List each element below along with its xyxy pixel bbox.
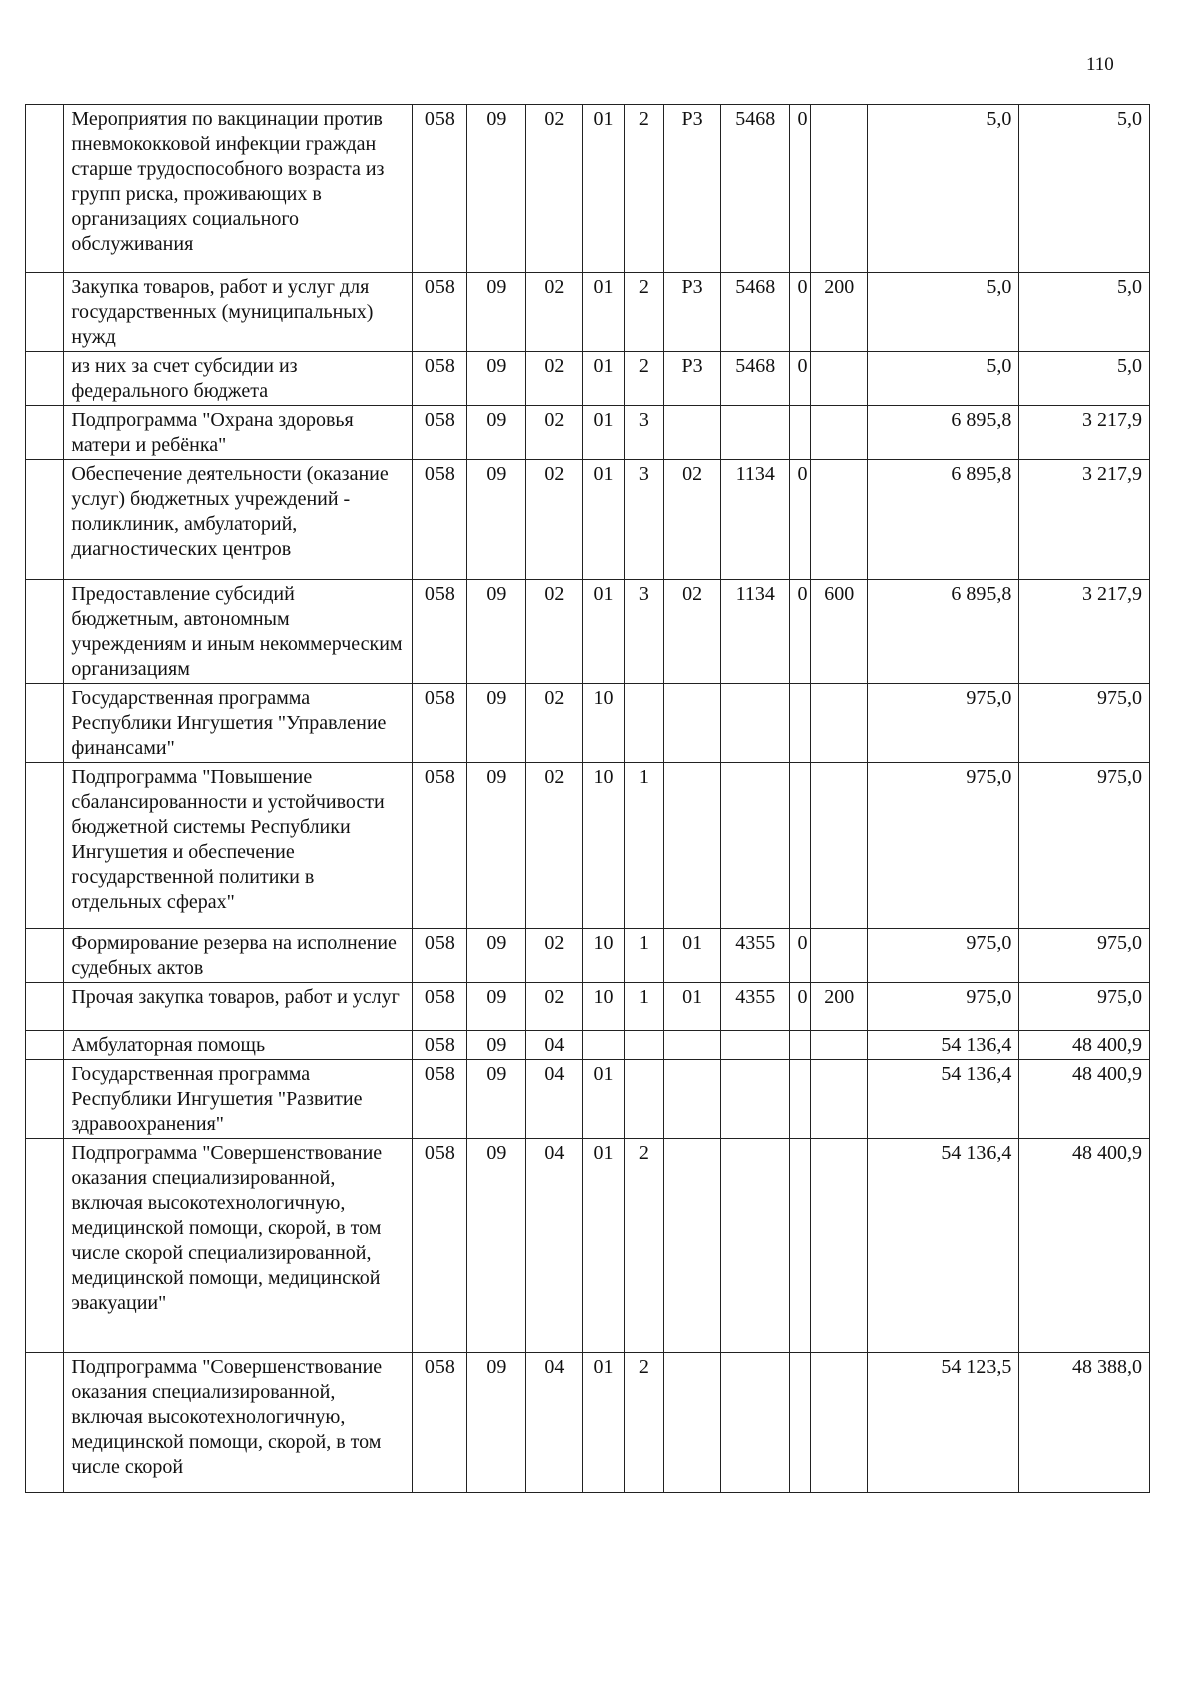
subsection-code: 02: [526, 352, 583, 406]
section-code: 09: [467, 580, 526, 684]
subprogram-code: 2: [624, 352, 663, 406]
subsection-code: 02: [526, 929, 583, 983]
table-row: [26, 273, 1150, 352]
row-number-cell: [26, 763, 64, 929]
direction-code: 1134: [721, 580, 790, 684]
program-code: 10: [583, 929, 624, 983]
expense-type-code: [811, 929, 868, 983]
section-code: 09: [467, 1139, 526, 1353]
row-number-cell: [26, 1060, 64, 1139]
program-code: 10: [583, 684, 624, 763]
amount-year-2: 975,0: [1019, 983, 1150, 1031]
subprogram-code: 2: [624, 1353, 663, 1493]
ved-code: 058: [413, 763, 467, 929]
amount-year-2: 3 217,9: [1019, 406, 1150, 460]
event-code: [664, 1139, 721, 1353]
row-name: Государственная программа Республики Ингушетия "Развитие здравоохранения": [64, 1060, 413, 1139]
direction-code: 5468: [721, 105, 790, 273]
amount-year-2: 975,0: [1019, 684, 1150, 763]
expense-type-code: [811, 684, 868, 763]
amount-year-2: 5,0: [1019, 352, 1150, 406]
subprogram-code: 3: [624, 460, 663, 580]
table-row: [26, 763, 1150, 929]
direction-code: [721, 763, 790, 929]
section-code: 09: [467, 684, 526, 763]
expense-type-code: [811, 1060, 868, 1139]
row-name: Подпрограмма "Повышение сбалансированности и устойчивости бюджетной системы Республики Ингушетия и обеспечение государственной политики в отдельных сферах": [64, 763, 413, 929]
amount-year-1: 975,0: [868, 763, 1019, 929]
direction-code: [721, 1060, 790, 1139]
program-code: 01: [583, 1060, 624, 1139]
amount-year-2: 3 217,9: [1019, 580, 1150, 684]
subprogram-code: 2: [624, 105, 663, 273]
program-code: 01: [583, 273, 624, 352]
subsection-code: 02: [526, 406, 583, 460]
subsection-code: 02: [526, 105, 583, 273]
amount-year-2: 5,0: [1019, 273, 1150, 352]
target-suffix-code: [790, 1353, 811, 1493]
amount-year-2: 48 400,9: [1019, 1031, 1150, 1060]
event-code: [664, 406, 721, 460]
program-code: 10: [583, 983, 624, 1031]
event-code: Р3: [664, 273, 721, 352]
program-code: 01: [583, 1139, 624, 1353]
row-number-cell: [26, 580, 64, 684]
amount-year-2: 975,0: [1019, 929, 1150, 983]
table-row: [26, 983, 1150, 1031]
expense-type-code: [811, 1139, 868, 1353]
direction-code: 4355: [721, 983, 790, 1031]
amount-year-1: 6 895,8: [868, 406, 1019, 460]
row-number-cell: [26, 273, 64, 352]
row-name: Подпрограмма "Совершенствование оказания специализированной, включая высокотехнологичную, медицинской помощи, скорой, в том числе скорой: [64, 1353, 413, 1493]
ved-code: 058: [413, 460, 467, 580]
amount-year-2: 3 217,9: [1019, 460, 1150, 580]
section-code: 09: [467, 983, 526, 1031]
target-suffix-code: [790, 684, 811, 763]
table-row: [26, 1139, 1150, 1353]
table-row: [26, 1353, 1150, 1493]
table-row: [26, 406, 1150, 460]
subsection-code: 04: [526, 1031, 583, 1060]
row-number-cell: [26, 684, 64, 763]
subprogram-code: 2: [624, 1139, 663, 1353]
ved-code: 058: [413, 1139, 467, 1353]
row-name: Государственная программа Республики Ингушетия "Управление финансами": [64, 684, 413, 763]
target-suffix-code: 0: [790, 580, 811, 684]
event-code: 01: [664, 929, 721, 983]
row-number-cell: [26, 929, 64, 983]
amount-year-1: 5,0: [868, 105, 1019, 273]
direction-code: [721, 1139, 790, 1353]
row-name: Подпрограмма "Охрана здоровья матери и ребёнка": [64, 406, 413, 460]
row-number-cell: [26, 352, 64, 406]
amount-year-2: 975,0: [1019, 763, 1150, 929]
target-suffix-code: 0: [790, 929, 811, 983]
section-code: 09: [467, 1031, 526, 1060]
event-code: [664, 1031, 721, 1060]
amount-year-1: 5,0: [868, 352, 1019, 406]
row-number-cell: [26, 1031, 64, 1060]
section-code: 09: [467, 763, 526, 929]
section-code: 09: [467, 929, 526, 983]
row-number-cell: [26, 1353, 64, 1493]
row-name: Подпрограмма "Совершенствование оказания специализированной, включая высокотехнологичную, медицинской помощи, скорой, в том числе скорой специализированной, медицинской помощи, медицинской эвакуации": [64, 1139, 413, 1353]
expense-type-code: [811, 460, 868, 580]
row-number-cell: [26, 460, 64, 580]
target-suffix-code: 0: [790, 460, 811, 580]
event-code: 02: [664, 460, 721, 580]
target-suffix-code: 0: [790, 273, 811, 352]
subprogram-code: 3: [624, 406, 663, 460]
event-code: [664, 763, 721, 929]
expense-type-code: 600: [811, 580, 868, 684]
target-suffix-code: [790, 1031, 811, 1060]
ved-code: 058: [413, 1353, 467, 1493]
section-code: 09: [467, 1353, 526, 1493]
expense-type-code: [811, 763, 868, 929]
expense-type-code: [811, 406, 868, 460]
row-number-cell: [26, 105, 64, 273]
direction-code: [721, 684, 790, 763]
row-name: Предоставление субсидий бюджетным, автономным учреждениям и иным некоммерческим организациям: [64, 580, 413, 684]
amount-year-1: 6 895,8: [868, 580, 1019, 684]
subprogram-code: [624, 1031, 663, 1060]
subsection-code: 04: [526, 1139, 583, 1353]
event-code: 01: [664, 983, 721, 1031]
direction-code: 5468: [721, 273, 790, 352]
row-name: Обеспечение деятельности (оказание услуг) бюджетных учреждений - поликлиник, амбулаторий, диагностических центров: [64, 460, 413, 580]
subprogram-code: [624, 684, 663, 763]
section-code: 09: [467, 105, 526, 273]
row-name: Закупка товаров, работ и услуг для государственных (муниципальных) нужд: [64, 273, 413, 352]
row-name: Амбулаторная помощь: [64, 1031, 413, 1060]
section-code: 09: [467, 460, 526, 580]
amount-year-1: 54 136,4: [868, 1031, 1019, 1060]
target-suffix-code: [790, 1060, 811, 1139]
amount-year-1: 975,0: [868, 983, 1019, 1031]
subsection-code: 02: [526, 460, 583, 580]
program-code: 01: [583, 460, 624, 580]
subsection-code: 02: [526, 273, 583, 352]
page-number: 110: [1086, 54, 1114, 75]
subprogram-code: 2: [624, 273, 663, 352]
target-suffix-code: 0: [790, 352, 811, 406]
amount-year-2: 5,0: [1019, 105, 1150, 273]
row-name: Формирование резерва на исполнение судебных актов: [64, 929, 413, 983]
program-code: 10: [583, 763, 624, 929]
table-row: [26, 929, 1150, 983]
expense-type-code: 200: [811, 273, 868, 352]
expense-type-code: [811, 105, 868, 273]
row-name: из них за счет субсидии из федерального бюджета: [64, 352, 413, 406]
subsection-code: 04: [526, 1060, 583, 1139]
ved-code: 058: [413, 684, 467, 763]
row-number-cell: [26, 1139, 64, 1353]
program-code: 01: [583, 580, 624, 684]
row-number-cell: [26, 983, 64, 1031]
budget-table: [25, 104, 1150, 1493]
table-row: [26, 460, 1150, 580]
subsection-code: 02: [526, 983, 583, 1031]
subsection-code: 02: [526, 763, 583, 929]
program-code: 01: [583, 105, 624, 273]
direction-code: [721, 1353, 790, 1493]
section-code: 09: [467, 1060, 526, 1139]
row-name: Прочая закупка товаров, работ и услуг: [64, 983, 413, 1031]
row-name: Мероприятия по вакцинации против пневмококковой инфекции граждан старше трудоспособного возраста из групп риска, проживающих в организациях социального обслуживания: [64, 105, 413, 273]
ved-code: 058: [413, 406, 467, 460]
event-code: [664, 1353, 721, 1493]
subprogram-code: 1: [624, 763, 663, 929]
ved-code: 058: [413, 983, 467, 1031]
amount-year-1: 54 123,5: [868, 1353, 1019, 1493]
program-code: 01: [583, 1353, 624, 1493]
amount-year-1: 54 136,4: [868, 1060, 1019, 1139]
event-code: 02: [664, 580, 721, 684]
program-code: 01: [583, 406, 624, 460]
direction-code: 5468: [721, 352, 790, 406]
direction-code: 1134: [721, 460, 790, 580]
expense-type-code: [811, 352, 868, 406]
ved-code: 058: [413, 580, 467, 684]
table-row: [26, 580, 1150, 684]
target-suffix-code: 0: [790, 983, 811, 1031]
ved-code: 058: [413, 273, 467, 352]
expense-type-code: [811, 1031, 868, 1060]
table-row: [26, 684, 1150, 763]
amount-year-1: 6 895,8: [868, 460, 1019, 580]
table-body: [26, 105, 1150, 1493]
subsection-code: 02: [526, 580, 583, 684]
table-row: [26, 1060, 1150, 1139]
ved-code: 058: [413, 1060, 467, 1139]
amount-year-1: 975,0: [868, 684, 1019, 763]
ved-code: 058: [413, 105, 467, 273]
target-suffix-code: [790, 763, 811, 929]
ved-code: 058: [413, 1031, 467, 1060]
amount-year-1: 54 136,4: [868, 1139, 1019, 1353]
section-code: 09: [467, 352, 526, 406]
row-number-cell: [26, 406, 64, 460]
ved-code: 058: [413, 929, 467, 983]
amount-year-2: 48 388,0: [1019, 1353, 1150, 1493]
event-code: Р3: [664, 352, 721, 406]
amount-year-2: 48 400,9: [1019, 1139, 1150, 1353]
subsection-code: 04: [526, 1353, 583, 1493]
program-code: 01: [583, 352, 624, 406]
subprogram-code: [624, 1060, 663, 1139]
subprogram-code: 1: [624, 929, 663, 983]
expense-type-code: 200: [811, 983, 868, 1031]
target-suffix-code: 0: [790, 105, 811, 273]
table-row: [26, 352, 1150, 406]
event-code: [664, 684, 721, 763]
section-code: 09: [467, 273, 526, 352]
amount-year-1: 5,0: [868, 273, 1019, 352]
event-code: Р3: [664, 105, 721, 273]
direction-code: 4355: [721, 929, 790, 983]
event-code: [664, 1060, 721, 1139]
program-code: [583, 1031, 624, 1060]
direction-code: [721, 1031, 790, 1060]
table-row: [26, 105, 1150, 273]
subsection-code: 02: [526, 684, 583, 763]
amount-year-2: 48 400,9: [1019, 1060, 1150, 1139]
target-suffix-code: [790, 1139, 811, 1353]
subprogram-code: 3: [624, 580, 663, 684]
subprogram-code: 1: [624, 983, 663, 1031]
expense-type-code: [811, 1353, 868, 1493]
target-suffix-code: [790, 406, 811, 460]
table-row: [26, 1031, 1150, 1060]
section-code: 09: [467, 406, 526, 460]
direction-code: [721, 406, 790, 460]
amount-year-1: 975,0: [868, 929, 1019, 983]
ved-code: 058: [413, 352, 467, 406]
